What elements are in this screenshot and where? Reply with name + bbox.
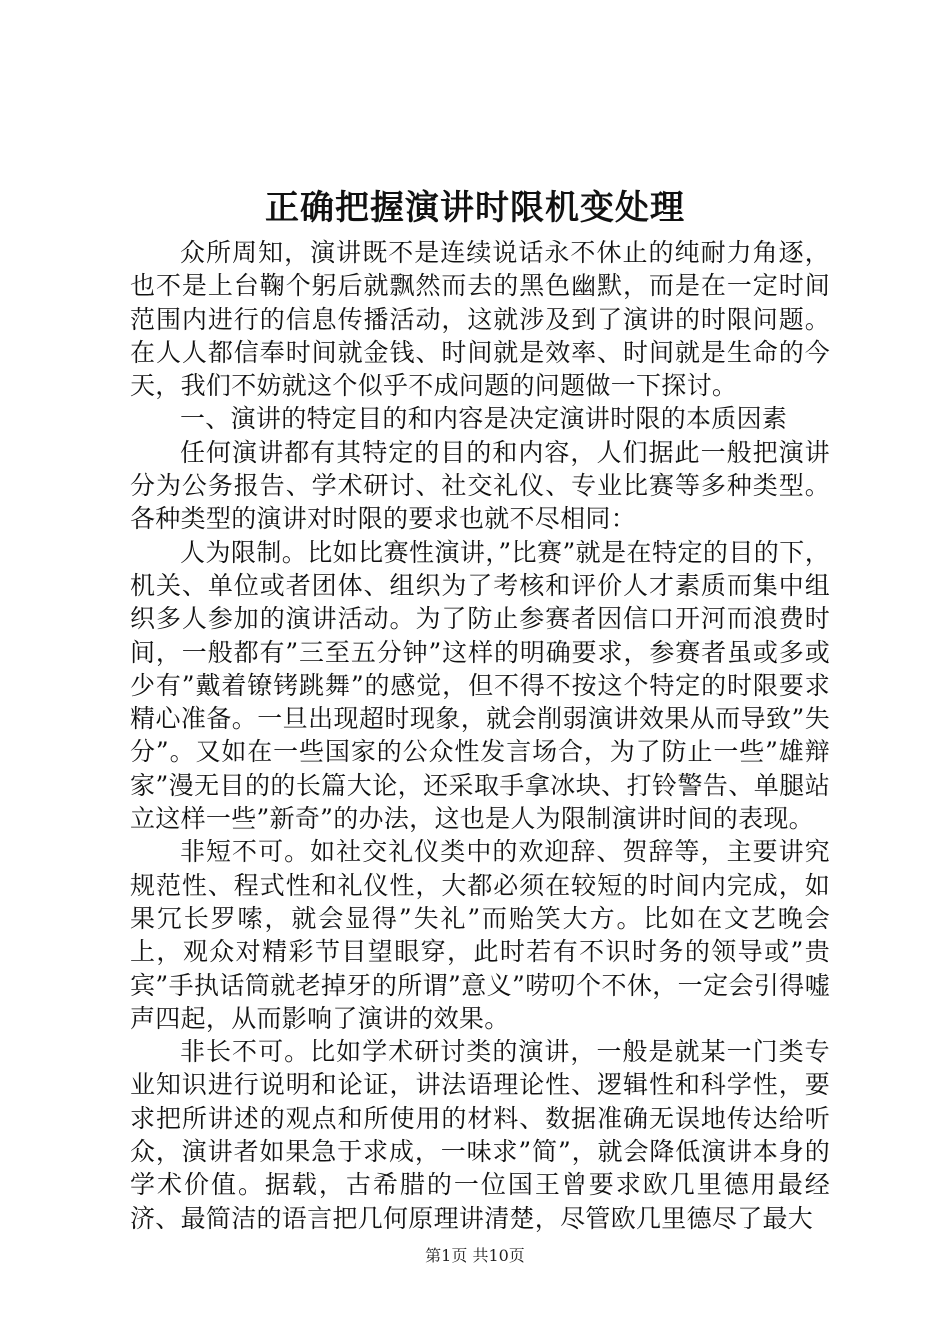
paragraph-must-be-long: 非长不可。比如学术研讨类的演讲，一般是就某一门类专业知识进行说明和论证，讲法语理论性、逻辑性和科学性，要求把所讲述的观点和所使用的材料、数据准确无误地传达给听众，演讲者如果急于求成，一味求”简”，就会降低演讲本身的学术价值。据载，古希腊的一位国王曾要求欧几里德用最经济、最简洁的语言把几何原理讲清楚，尽管欧几里德尽了最大 [130,1037,830,1233]
paragraph-artificial-limit: 人为限制。比如比赛性演讲，”比赛”就是在特定的目的下，机关、单位或者团体、组织为了考核和评价人才素质而集中组织多人参加的演讲活动。为了防止参赛者因信口开河而浪费时间，一般都有”三至五分钟”这样的明确要求，参赛者虽或多或少有”戴着镣铐跳舞”的感觉，但不得不按这个特定的时限要求精心准备。一旦出现超时现象，就会削弱演讲效果从而导致”失分”。又如在一些国家的公众性发言场合，为了防止一些”雄辩家”漫无目的的长篇大论，还采取手拿冰块、打铃警告、单腿站立这样一些”新奇”的办法，这也是人为限制演讲时间的表现。 [130,537,830,834]
page-number-footer: 第1页 共10页 [425,1246,525,1265]
paragraph-types: 任何演讲都有其特定的目的和内容，人们据此一般把演讲分为公务报告、学术研讨、社交礼仪、专业比赛等多种类型。各种类型的演讲对时限的要求也就不尽相同： [130,437,830,534]
document-body [130,236,830,1235]
document-title: 正确把握演讲时限机变处理 [265,188,685,228]
paragraph-must-be-short: 非短不可。如社交礼仪类中的欢迎辞、贺辞等，主要讲究规范性、程式性和礼仪性，大都必须在较短的时间内完成，如果冗长罗嗦，就会显得”失礼”而贻笑大方。比如在文艺晚会上，观众对精彩节目望眼穿，此时若有不识时务的领导或”贵宾”手执话筒就老掉牙的所谓”意义”唠叨个不休，一定会引得嘘声四起，从而影响了演讲的效果。 [130,837,830,1033]
section-heading: 一、演讲的特定目的和内容是决定演讲时限的本质因素 [180,404,788,434]
paragraph-intro: 众所周知，演讲既不是连续说话永不休止的纯耐力角逐，也不是上台鞠个躬后就飘然而去的黑色幽默，而是在一定时间范围内进行的信息传播活动，这就涉及到了演讲的时限问题。在人人都信奉时间就金钱、时间就是效率、时间就是生命的今天，我们不妨就这个似乎不成问题的问题做一下探讨。 [130,238,830,401]
